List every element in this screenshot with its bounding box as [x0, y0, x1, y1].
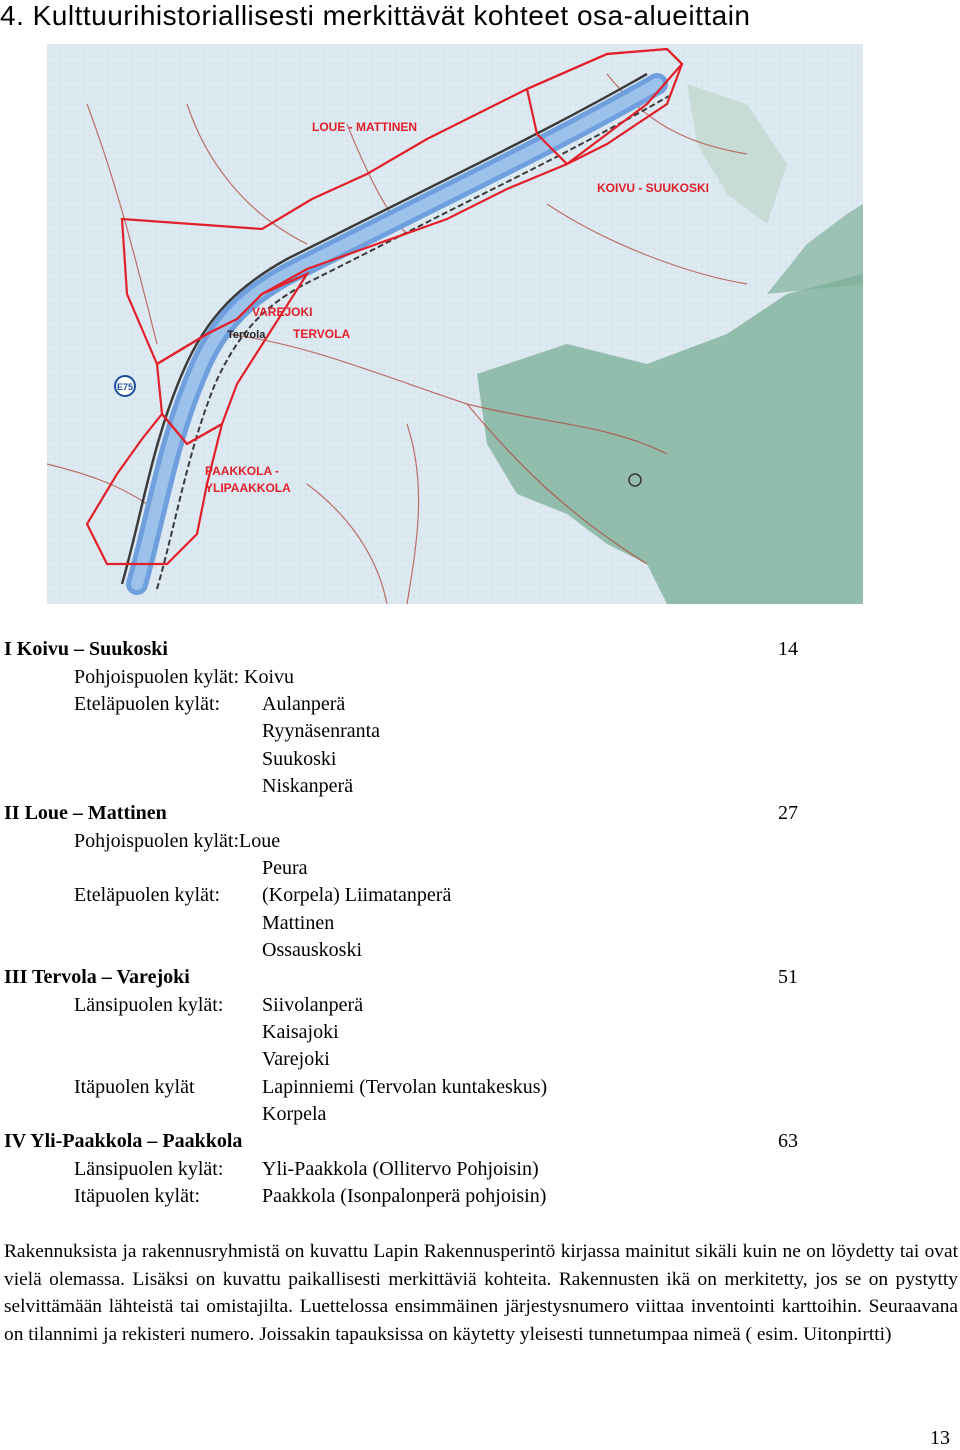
villages-west-label: Länsipuolen kylät: [74, 994, 224, 1016]
section-page: 14 [778, 638, 798, 660]
villages-east-label: Itäpuolen kylät: [74, 1185, 201, 1207]
village-name: Yli-Paakkola (Ollitervo Pohjoisin) [262, 1158, 539, 1180]
map-label-loue-mattinen: LOUE - MATTINEN [312, 120, 418, 134]
section-title: II Loue – Mattinen [4, 802, 167, 824]
village-name: Suukoski [262, 748, 337, 770]
village-name: Peura [262, 857, 308, 879]
section-page: 63 [778, 1130, 798, 1152]
village-name: Siivolanperä [262, 994, 364, 1016]
village-name: Varejoki [262, 1048, 330, 1070]
section-page: 51 [778, 966, 798, 988]
section-title: I Koivu – Suukoski [4, 638, 168, 660]
area-map [47, 44, 863, 604]
village-name: Niskanperä [262, 775, 354, 797]
area-map-svg [47, 44, 863, 604]
svg-text:E75: E75 [116, 382, 134, 392]
road-number-shield [115, 376, 135, 396]
village-name: Kaisajoki [262, 1021, 339, 1043]
villages-east-label: Itäpuolen kylät [74, 1076, 195, 1098]
villages-west-label: Länsipuolen kylät: [74, 1158, 224, 1180]
map-label-ylipaakkola: YLIPAAKKOLA [205, 481, 291, 495]
village-name: (Korpela) Liimatanperä [262, 884, 452, 906]
villages-north-label: Pohjoispuolen kylät: Koivu [74, 666, 294, 688]
map-label-paakkola: PAAKKOLA - [205, 464, 279, 478]
villages-south-label: Eteläpuolen kylät: [74, 884, 221, 906]
villages-south-label: Eteläpuolen kylät: [74, 693, 221, 715]
village-name: Lapinniemi (Tervolan kuntakeskus) [262, 1076, 548, 1098]
map-label-koivu-suukoski: KOIVU - SUUKOSKI [597, 181, 710, 195]
village-name: Mattinen [262, 912, 335, 934]
village-name: Ossauskoski [262, 939, 363, 961]
map-label-varejoki: VAREJOKI [252, 305, 313, 319]
map-label-tervola: TERVOLA [293, 327, 351, 341]
village-name: Paakkola (Isonpalonperä pohjoisin) [262, 1185, 547, 1207]
map-label-tervola-town: Tervola [227, 329, 266, 341]
village-name: Korpela [262, 1103, 327, 1125]
village-name: Ryynäsenranta [262, 720, 381, 742]
section-title: III Tervola – Varejoki [4, 966, 190, 988]
villages-north-label: Pohjoispuolen kylät:Loue [74, 830, 281, 852]
section-page: 27 [778, 802, 798, 824]
page-heading: 4. Kulttuurihistoriallisesti merkittävät kohteet osa-alueittain [0, 0, 751, 31]
section-title: IV Yli-Paakkola – Paakkola [4, 1130, 243, 1152]
page-number: 13 [930, 1427, 950, 1449]
village-name: Aulanperä [262, 693, 346, 715]
body-paragraph: Rakennuksista ja rakennusryhmistä on kuvattu Lapin Rakennusperintö kirjassa mainitut sikäli kuin ne on löydetty tai ovat vielä olemassa. Lisäksi on kuvattu paikallisesti merkittäviä kohteita. Rakennusten ikä on merkitetty, jos se on pystytty selvittämään lähteistä tai omistajilta. Luettelossa ensimmäinen järjestysnumero viittaa inventointi karttoihin. Seuraavana on tilannimi ja rekisteri numero. Joissakin tapauksissa on käytetty yleisesti tunnetumpaa nimeä ( esim. Uitonpirtti) [4, 1241, 958, 1345]
